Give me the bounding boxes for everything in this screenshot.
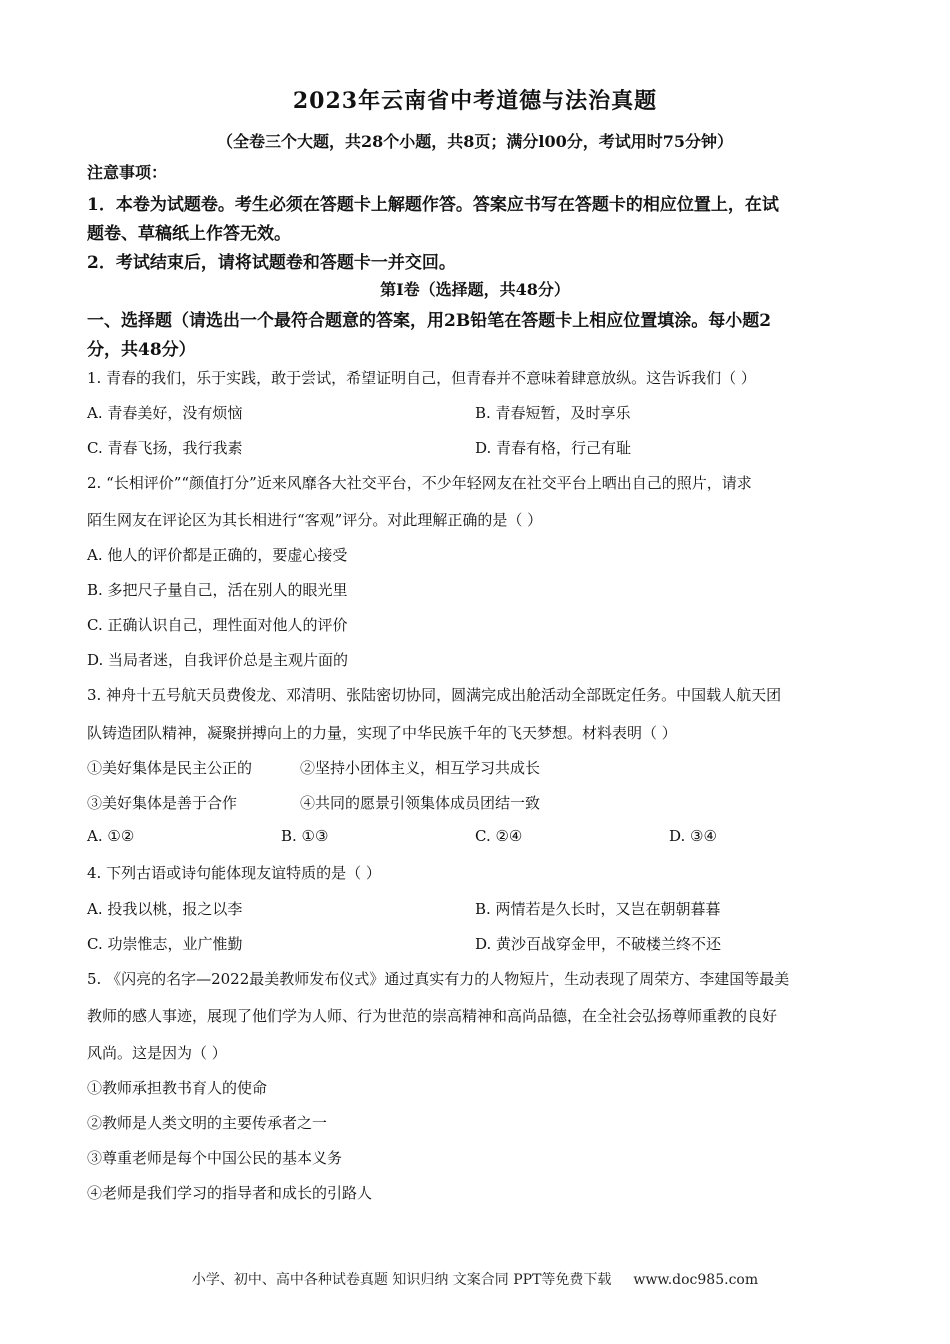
- question-3-stem-cont: 队铸造团队精神，凝聚拼搏向上的力量，实现了中华民族千年的飞天梦想。材料表明（ ）: [87, 724, 677, 742]
- question-1-option-b: B. 青春短暂，及时享乐: [475, 404, 631, 422]
- footer-text: 小学、初中、高中各种试卷真题 知识归纳 文案合同 PPT等免费下载: [191, 1272, 612, 1288]
- question-5-stem-cont-1: 教师的感人事迹，展现了他们学为人师、行为世范的崇高精神和高尚品德，在全社会弘扬尊师重教的良好: [87, 1007, 778, 1025]
- question-3-option-c: C. ②④: [475, 827, 523, 845]
- question-4-option-c: C. 功崇惟志，业广惟勤: [87, 935, 243, 953]
- notes-item-1-cont: 题卷、草稿纸上作答无效。: [87, 224, 291, 244]
- section-instruction-cont: 分，共48分）: [87, 340, 196, 360]
- question-2-stem: 2. “长相评价”“颜值打分”近来风靡各大社交平台，不少年轻网友在社交平台上晒出自己的照片，请求: [87, 474, 752, 492]
- question-3-statement-2: ②坚持小团体主义，相互学习共成长: [300, 759, 541, 777]
- question-3-stem: 3. 神舟十五号航天员费俊龙、邓清明、张陆密切协同，圆满完成出舱活动全部既定任务。中国载人航天团: [87, 686, 782, 704]
- question-3-statement-4: ④共同的愿景引领集体成员团结一致: [300, 794, 541, 812]
- question-3-statement-3: ③美好集体是善于合作: [87, 794, 238, 812]
- question-3-option-b: B. ①③: [281, 827, 329, 845]
- notes-heading: 注意事项：: [87, 163, 168, 182]
- question-5-stem: 5. 《闪亮的名字—2022最美教师发布仪式》通过真实有力的人物短片，生动表现了周荣方、李建国等最美: [87, 970, 790, 988]
- exam-subtitle: （全卷三个大题，共28个小题，共8页；满分l00分，考试用时75分钟）: [216, 132, 733, 151]
- question-2-option-a: A. 他人的评价都是正确的，要虚心接受: [87, 546, 348, 564]
- question-5-statement-4: ④老师是我们学习的指导者和成长的引路人: [87, 1184, 373, 1202]
- question-5-stem-cont-2: 风尚。这是因为（ ）: [87, 1044, 227, 1062]
- page-footer: [0, 1269, 950, 1289]
- part-title: 第I卷（选择题，共48分）: [380, 280, 570, 299]
- question-2-stem-cont: 陌生网友在评论区为其长相进行“客观”评分。对此理解正确的是（ ）: [87, 511, 543, 529]
- question-1-stem: 1. 青春的我们，乐于实践，敢于尝试，希望证明自己，但青春并不意味着肆意放纵。这告诉我们（ ）: [87, 369, 756, 387]
- question-5-statement-1: ①教师承担教书育人的使命: [87, 1079, 268, 1097]
- notes-item-1: 1．本卷为试题卷。考生必须在答题卡上解题作答。答案应书写在答题卡的相应位置上，在试: [87, 195, 779, 215]
- question-4-option-a: A. 投我以桃，报之以李: [87, 900, 243, 918]
- question-2-option-b: B. 多把尺子量自己，活在别人的眼光里: [87, 581, 348, 599]
- question-5-statement-3: ③尊重老师是每个中国公民的基本义务: [87, 1149, 343, 1167]
- question-2-option-d: D. 当局者迷，自我评价总是主观片面的: [87, 651, 349, 669]
- question-1-option-d: D. 青春有格，行己有耻: [475, 439, 632, 457]
- question-3-statement-1: ①美好集体是民主公正的: [87, 759, 253, 777]
- question-3-option-d: D. ③④: [669, 827, 717, 845]
- question-3-option-a: A. ①②: [87, 827, 135, 845]
- footer-site-link[interactable]: www.doc985.com: [633, 1272, 759, 1288]
- question-4-option-b: B. 两情若是久长时，又岂在朝朝暮暮: [475, 900, 721, 918]
- question-5-statement-2: ②教师是人类文明的主要传承者之一: [87, 1114, 328, 1132]
- page-title: 2023年云南省中考道德与法治真题: [292, 88, 658, 114]
- notes-item-2: 2．考试结束后，请将试题卷和答题卡一并交回。: [87, 253, 456, 273]
- question-1-option-c: C. 青春飞扬，我行我素: [87, 439, 243, 457]
- question-2-option-c: C. 正确认识自己，理性面对他人的评价: [87, 616, 348, 634]
- question-1-option-a: A. 青春美好，没有烦恼: [87, 404, 243, 422]
- section-instruction: 一、选择题（请选出一个最符合题意的答案，用2B铅笔在答题卡上相应位置填涂。每小题2: [87, 311, 772, 331]
- question-4-option-d: D. 黄沙百战穿金甲，不破楼兰终不还: [475, 935, 722, 953]
- question-4-stem: 4. 下列古语或诗句能体现友谊特质的是（ ）: [87, 864, 381, 882]
